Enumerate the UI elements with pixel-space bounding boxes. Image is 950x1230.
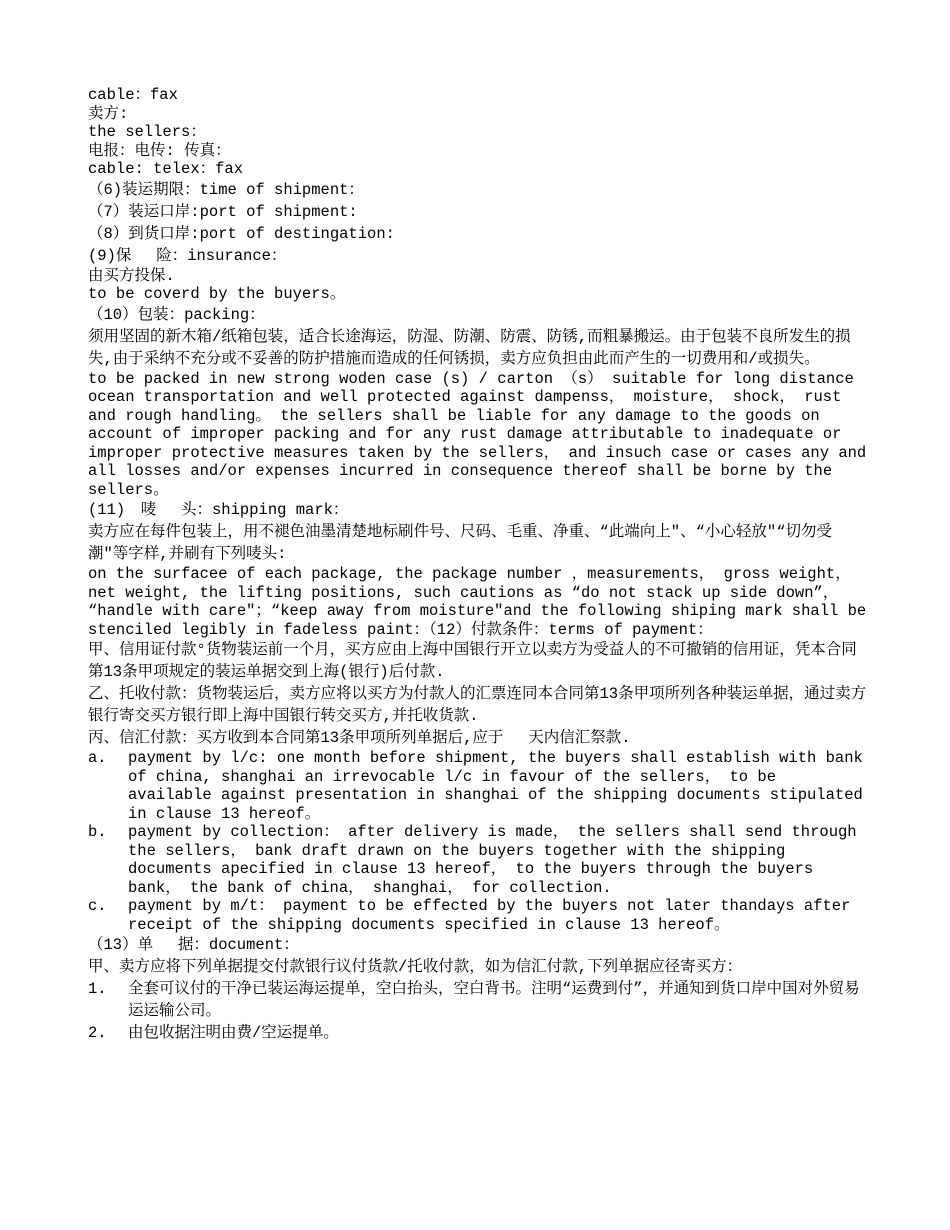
payment-lc-cn-paragraph: 甲、信用证付款°货物装运前一个月，买方应由上海中国银行开立以卖方为受益人的不可撤销的信用证，凭本合同第13条甲项规定的装运单据交到上海(银行)后付款.: [88, 641, 857, 681]
seller-en-label: the sellers：: [88, 123, 206, 141]
payment-item-c: [88, 897, 868, 934]
list-item-text: payment by l/c: one month before shipment, the buyers shall establish with bank of china, shanghai an irrevocable l/c in favour of the sellers， to be available against presentation in shanghai of the shipping documents stipulated in clause 13 hereof。: [128, 749, 873, 823]
port-of-shipment-heading: （7）装运口岸:port of shipment:: [88, 202, 358, 221]
packing-en-paragraph: to be packed in new strong woden case (s) / carton （s） suitable for long distance ocean transportation and well protected against dampenss， moisture， shock， rust and rough handling。 the sellers shall be liable for any damage to the goods on account of improper packing and for any rust damage attributable to inadequate or improper protective measures taken by the sellers， and insuch case or cases any and all losses and/or expenses incurred in consequence thereof shall be borne by the sellers。: [88, 369, 876, 499]
document-cn-paragraph: 甲、卖方应将下列单据提交付款银行议付货款/托收付款，如为信汇付款,下列单据应径寄买方：: [88, 958, 743, 976]
payment-mt-cn-paragraph: 丙、信汇付款：买方收到本合同第13条甲项所列单据后,应于 天内信汇祭款.: [88, 729, 631, 747]
list-item-text: 由包收据注明由费/空运提单。: [128, 1024, 339, 1042]
list-marker: a.: [88, 749, 107, 767]
payment-item-b: [88, 823, 868, 897]
document-heading: （13）单 据：document：: [88, 936, 299, 954]
payment-item-a: [88, 749, 873, 823]
list-item-text: payment by m/t： payment to be effected by the buyers not later thandays after receipt of the shipping documents specified in clause 13 hereof。: [128, 897, 860, 934]
insurance-cn-text: 由买方投保.: [88, 266, 175, 285]
list-item-text: 全套可议付的干净已装运海运提单，空白抬头，空白背书。注明“运费到付”，并通知到货口岸中国对外贸易运运输公司。: [128, 980, 860, 1020]
cable-fax-line: cable：fax: [88, 86, 178, 104]
insurance-heading: (9)保 险：insurance：: [88, 246, 287, 265]
document-page: [88, 86, 876, 1044]
packing-cn-paragraph: 须用坚固的新木箱/纸箱包装，适合长途海运，防湿、防潮、防震、防锈,而粗暴搬运。由于包装不良所发生的损失,由于采纳不充分或不妥善的防护措施而造成的任何锈损，卖方应负担由此而产生的一切费用和/或损失。: [88, 327, 851, 368]
cable-telex-fax-line: cable: telex：fax: [88, 160, 244, 178]
list-item-text: payment by collection： after delivery is made， the sellers shall send through the sellers， bank draft drawn on the buyers together with the shipping documents apecified in clause 13 hereof， to the buyers through the buyers bank， the bank of china， shanghai， for collection.: [128, 823, 866, 897]
list-marker: b.: [88, 823, 107, 841]
seller-cn-label: 卖方:: [88, 104, 129, 123]
list-marker: c.: [88, 897, 107, 915]
packing-heading: （10）包装：packing：: [88, 305, 265, 324]
document-item-2: [88, 1022, 868, 1044]
time-of-shipment-heading: （6)装运期限：time of shipment：: [88, 180, 364, 199]
shipping-mark-en-paragraph: on the surfacee of each package, the package number ，measurements， gross weight， net weight, the lifting positions, such cautions as “do not stack up side down”， “handle with care"；“keep away from moisture"and the following shiping mark shall be stenciled legibly in fadeless paint：（12）付款条件：terms of payment：: [88, 565, 876, 639]
shipping-mark-heading: (11) 唛 头：shipping mark：: [88, 501, 349, 519]
payment-collection-cn-paragraph: 乙、托收付款：货物装运后，卖方应将以买方为付款人的汇票连同本合同第13条甲项所列各种装运单据，通过卖方银行寄交买方银行即上海中国银行转交买方,并托收货款.: [88, 685, 867, 725]
list-marker: 1.: [88, 980, 107, 998]
list-marker: 2.: [88, 1024, 107, 1042]
document-item-1: [88, 978, 868, 1022]
shipping-mark-cn-paragraph: 卖方应在每件包装上，用不褪色油墨清楚地标刷件号、尺码、毛重、净重、“此端向上"、“小心轻放"“切勿受潮"等字样,并刷有下列唛头:: [88, 523, 833, 563]
insurance-en-text: to be coverd by the buyers。: [88, 285, 346, 303]
telegram-cn-line: 电报：电传: 传真：: [88, 141, 231, 160]
port-of-destination-heading: （8）到货口岸:port of destingation:: [88, 224, 395, 243]
